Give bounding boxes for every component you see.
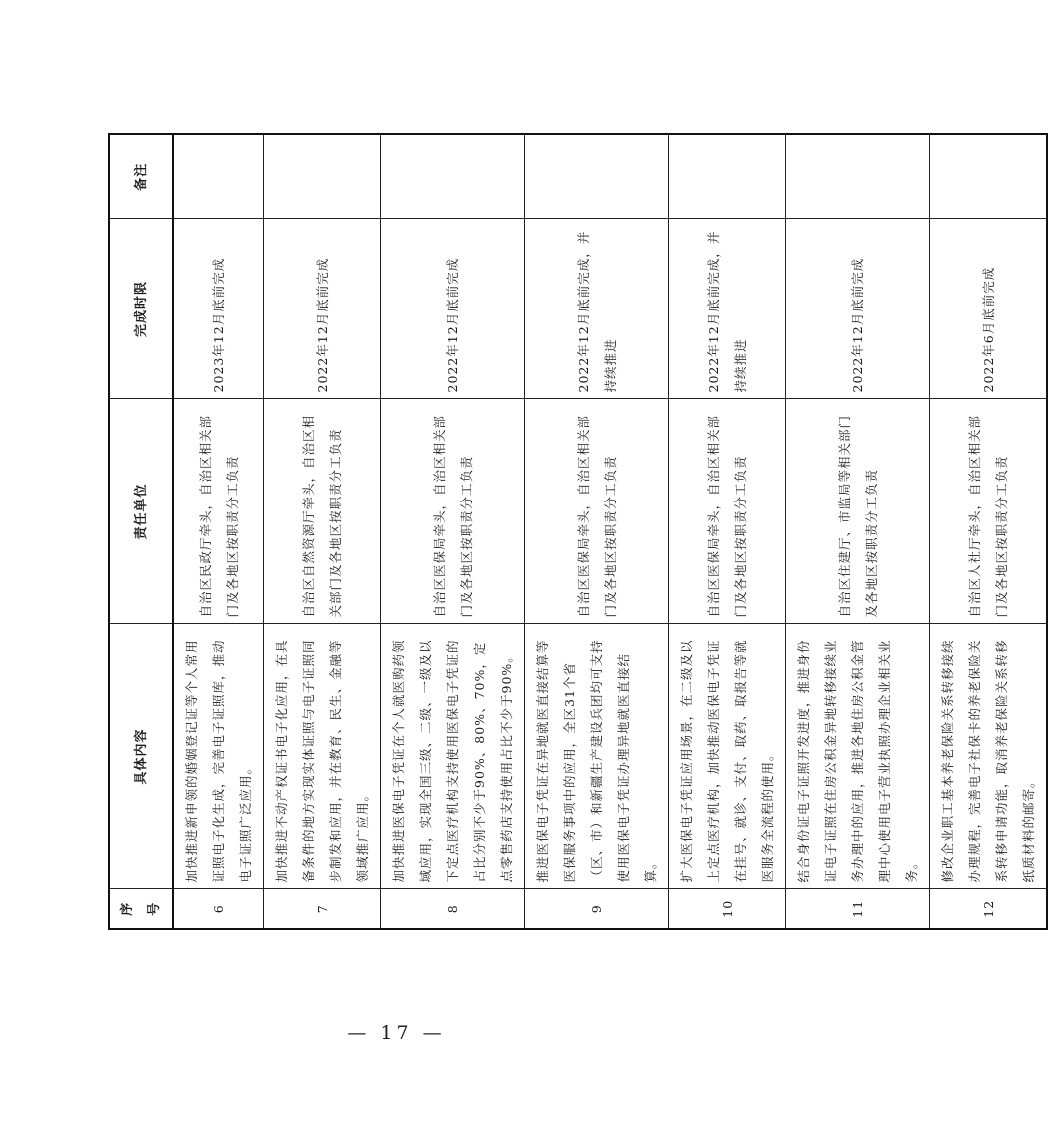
- header-note: 备注: [109, 134, 173, 219]
- row-seq: 11: [786, 889, 930, 929]
- row-note: [930, 134, 1048, 219]
- row-time: 2022年12月底前完成: [264, 219, 381, 399]
- row-seq: 7: [264, 889, 381, 929]
- row-content: 结合身份证电子证照开发进度，推进身份证电子证照在住房公积金异地转移接续业务办理中的应用，推进各地住房公积金管理中心使用电子营业执照办理企业相关业务。: [786, 624, 930, 889]
- table-row: [786, 134, 930, 929]
- row-seq: 8: [381, 889, 525, 929]
- row-content: 扩大医保电子凭证应用场景，在二级及以上定点医疗机构，加快推动医保电子凭证在挂号、就诊、支付、取药、取报告等就医服务全流程的使用。: [669, 624, 786, 889]
- table-row: [930, 134, 1048, 929]
- row-seq: 6: [173, 889, 264, 929]
- row-unit: 自治区医保局牵头，自治区相关部门及各地区按职责分工负责: [669, 399, 786, 624]
- row-unit: 自治区住建厅、市监局等相关部门及各地区按职责分工负责: [786, 399, 930, 624]
- row-unit: 自治区人社厅牵头，自治区相关部门及各地区按职责分工负责: [930, 399, 1048, 624]
- row-time: 2022年12月底前完成，并持续推进: [525, 219, 669, 399]
- header-unit: 责任单位: [109, 399, 173, 624]
- header-time: 完成时限: [109, 219, 173, 399]
- row-time: 2023年12月底前完成: [173, 219, 264, 399]
- table-header-row: [109, 134, 173, 929]
- page-number: — 17 —: [347, 1022, 446, 1044]
- row-unit: 自治区医保局牵头，自治区相关部门及各地区按职责分工负责: [381, 399, 525, 624]
- row-note: [381, 134, 525, 219]
- task-table: [108, 133, 1048, 930]
- header-content: 具体内容: [109, 624, 173, 889]
- row-unit: 自治区自然资源厅牵头，自治区相关部门及各地区按职责分工负责: [264, 399, 381, 624]
- table-row: [669, 134, 786, 929]
- row-note: [786, 134, 930, 219]
- row-content: 推进医保电子凭证在异地就医直接结算等医保服务事项中的应用，全区31个省（区、市）和新疆生产建设兵团均可支持使用医保电子凭证办理异地就医直接结算。: [525, 624, 669, 889]
- table-row: [525, 134, 669, 929]
- row-unit: 自治区民政厅牵头，自治区相关部门及各地区按职责分工负责: [173, 399, 264, 624]
- table-row: [381, 134, 525, 929]
- row-time: 2022年6月底前完成: [930, 219, 1048, 399]
- row-time: 2022年12月底前完成，并持续推进: [669, 219, 786, 399]
- row-unit: 自治区医保局牵头，自治区相关部门及各地区按职责分工负责: [525, 399, 669, 624]
- row-note: [173, 134, 264, 219]
- row-time: 2022年12月底前完成: [381, 219, 525, 399]
- table-row: [173, 134, 264, 929]
- rotated-table-wrapper: [108, 135, 1036, 930]
- row-seq: 12: [930, 889, 1048, 929]
- row-seq: 9: [525, 889, 669, 929]
- header-seq: 序号: [109, 889, 173, 929]
- row-note: [264, 134, 381, 219]
- row-seq: 10: [669, 889, 786, 929]
- row-content: 加快推进医保电子凭证在个人就医购药领域应用，实现全国三级、二级、一级及以下定点医疗机构支持使用医保电子凭证的占比分别不少于90%、80%、70%，定点零售药店支持使用占比不少于90%。: [381, 624, 525, 889]
- row-content: 修改企业职工基本养老保险关系转移接续办理规程，完善电子社保卡的养老保险关系转移申请功能，取消养老保险关系转移纸质材料的邮寄。: [930, 624, 1048, 889]
- row-content: 加快推进不动产权证书电子化应用，在具备条件的地方实现实体证照与电子证照同步制发和应用，并在教育、民生、金融等领域推广应用。: [264, 624, 381, 889]
- table-row: [264, 134, 381, 929]
- row-note: [669, 134, 786, 219]
- row-note: [525, 134, 669, 219]
- row-time: 2022年12月底前完成: [786, 219, 930, 399]
- row-content: 加快推进新申领的婚姻登记证等个人常用证照电子化生成，完善电子证照库，推动电子证照广泛应用。: [173, 624, 264, 889]
